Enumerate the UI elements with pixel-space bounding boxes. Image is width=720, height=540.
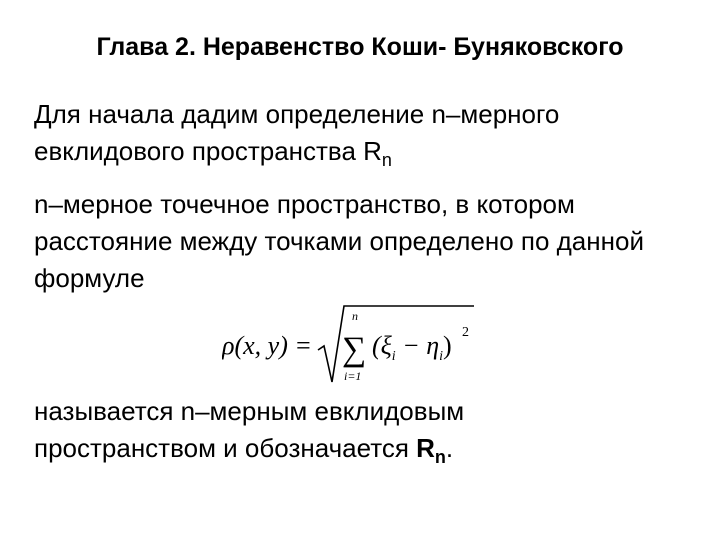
formula-xi bbox=[372, 331, 452, 364]
sum-sigma: ∑ bbox=[342, 331, 367, 368]
definition-conclusion bbox=[34, 393, 694, 470]
slide-title: Глава 2. Неравенство Коши- Буняковского bbox=[96, 33, 624, 61]
formula-eta-subscript: i bbox=[439, 349, 444, 364]
definition-intro-line1: Для начала дадим определение n–мерного bbox=[34, 99, 560, 129]
definition-conclusion-period: . bbox=[445, 433, 454, 463]
definition-conclusion-line2 bbox=[34, 430, 694, 470]
formula-lhs: ρ(x, y) = bbox=[222, 331, 312, 360]
formula-close-paren: ) bbox=[443, 331, 452, 360]
formula-xi-subscript: i bbox=[391, 349, 396, 364]
formula-power: 2 bbox=[462, 325, 469, 340]
sum-lower-limit: i=1 bbox=[344, 369, 362, 383]
definition-conclusion-line1: называется n–мерным евклидовым bbox=[34, 396, 465, 426]
definition-intro-subscript: n bbox=[381, 150, 392, 170]
definition-intro bbox=[34, 96, 694, 173]
formula-minus-eta: − η bbox=[395, 331, 440, 360]
definition-conclusion-line2-text: пространством и обозначается bbox=[34, 433, 417, 463]
formula-xi-base: (ξ bbox=[372, 331, 392, 360]
space-symbol-subscript: n bbox=[434, 447, 446, 467]
space-symbol-r: R bbox=[416, 433, 435, 463]
definition-intro-line2 bbox=[34, 133, 694, 173]
definition-intro-line2-text: евклидового пространства R bbox=[34, 136, 382, 166]
definition-body: n–мерное точечное пространство, в котором расстояние между точками определено по данной формуле bbox=[34, 189, 644, 293]
sum-upper-limit: n bbox=[352, 309, 358, 323]
distance-formula bbox=[222, 302, 482, 388]
